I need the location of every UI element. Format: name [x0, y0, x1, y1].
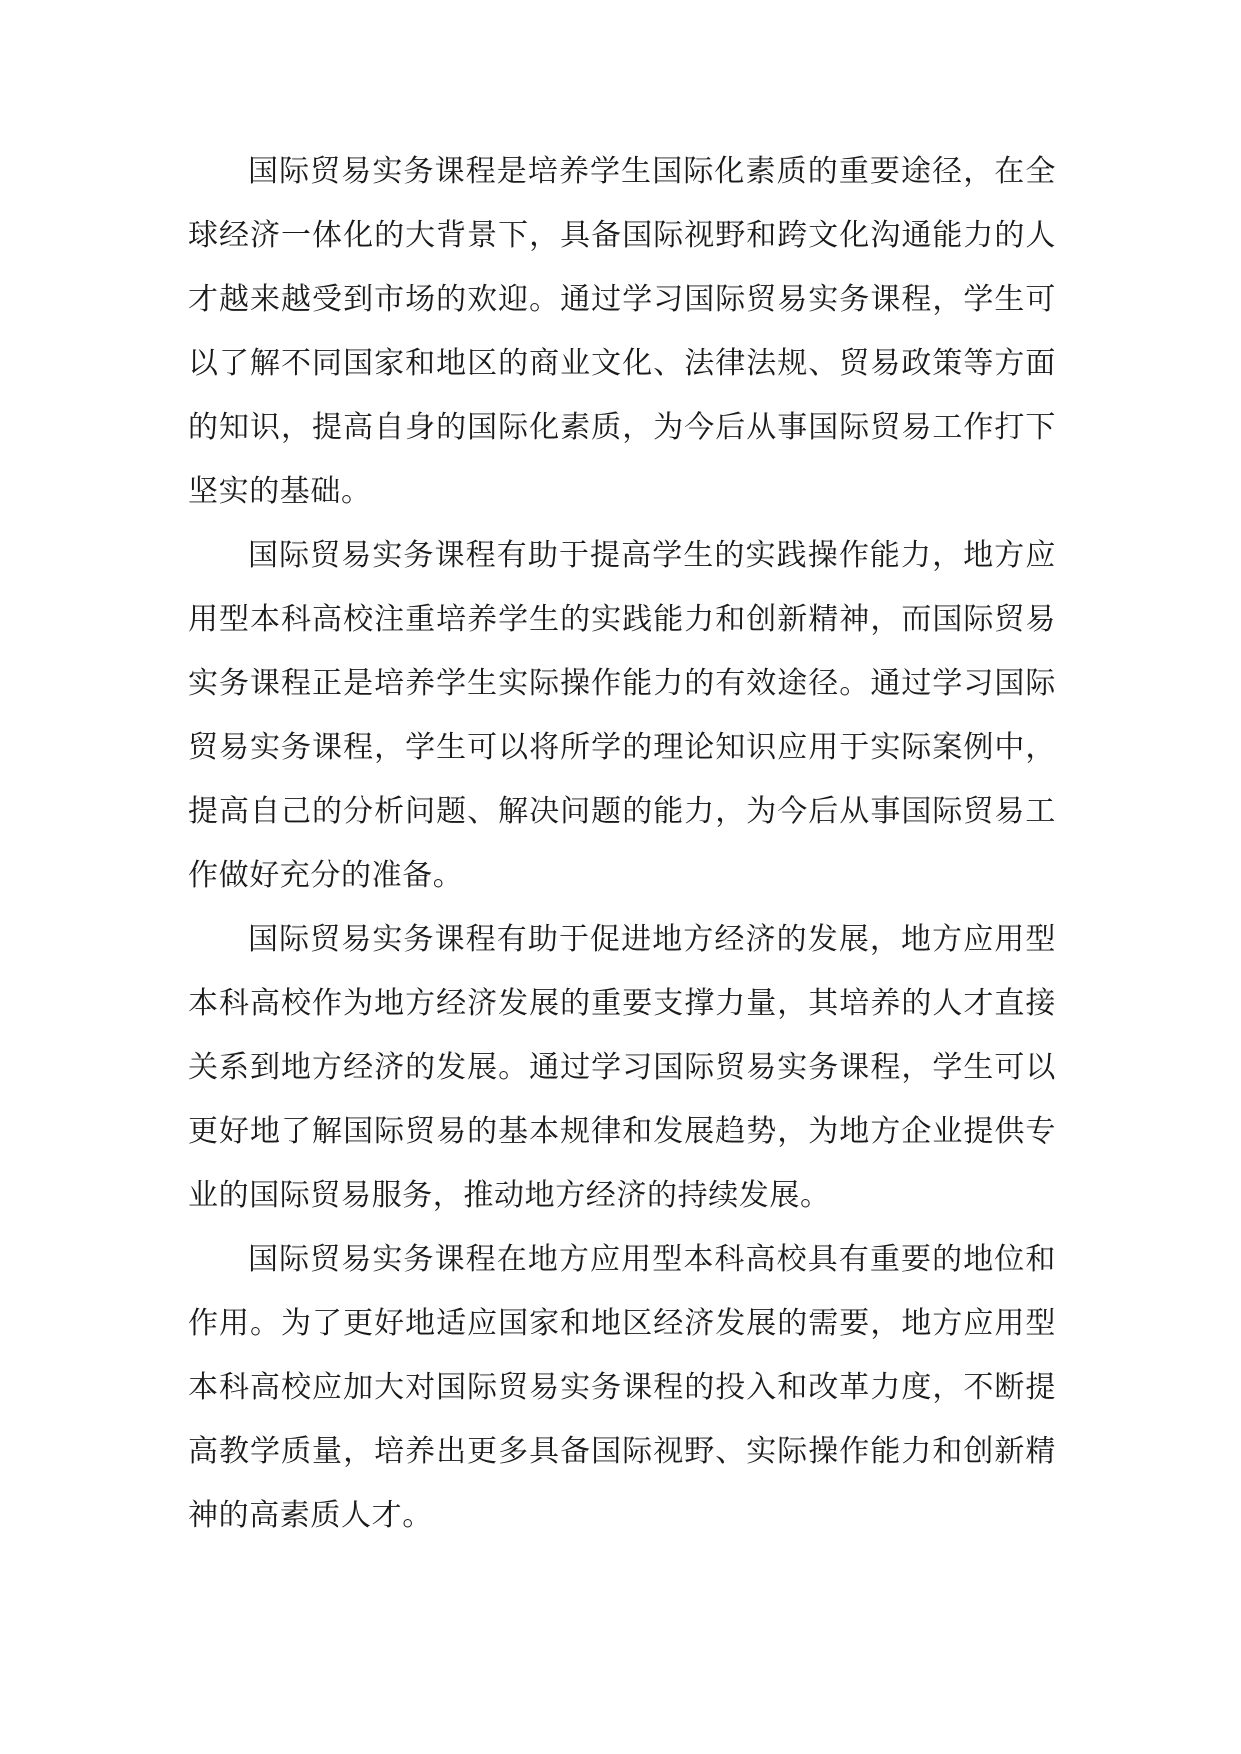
paragraph-4: 国际贸易实务课程在地方应用型本科高校具有重要的地位和作用。为了更好地适应国家和地区经济发展的需要，地方应用型本科高校应加大对国际贸易实务课程的投入和改革力度，不断提高教学质量，培养出更多具备国际视野、实际操作能力和创新精神的高素质人才。 — [188, 1242, 1056, 1533]
document-body — [188, 140, 1056, 1548]
paragraph-3: 国际贸易实务课程有助于促进地方经济的发展，地方应用型本科高校作为地方经济发展的重要支撑力量，其培养的人才直接关系到地方经济的发展。通过学习国际贸易实务课程，学生可以更好地了解国际贸易的基本规律和发展趋势，为地方企业提供专业的国际贸易服务，推动地方经济的持续发展。 — [188, 922, 1056, 1213]
paragraph-2: 国际贸易实务课程有助于提高学生的实践操作能力，地方应用型本科高校注重培养学生的实践能力和创新精神，而国际贸易实务课程正是培养学生实际操作能力的有效途径。通过学习国际贸易实务课程，学生可以将所学的理论知识应用于实际案例中，提高自己的分析问题、解决问题的能力，为今后从事国际贸易工作做好充分的准备。 — [188, 538, 1056, 893]
paragraph-1: 国际贸易实务课程是培养学生国际化素质的重要途径，在全球经济一体化的大背景下，具备国际视野和跨文化沟通能力的人才越来越受到市场的欢迎。通过学习国际贸易实务课程，学生可以了解不同国家和地区的商业文化、法律法规、贸易政策等方面的知识，提高自身的国际化素质，为今后从事国际贸易工作打下坚实的基础。 — [188, 154, 1056, 509]
